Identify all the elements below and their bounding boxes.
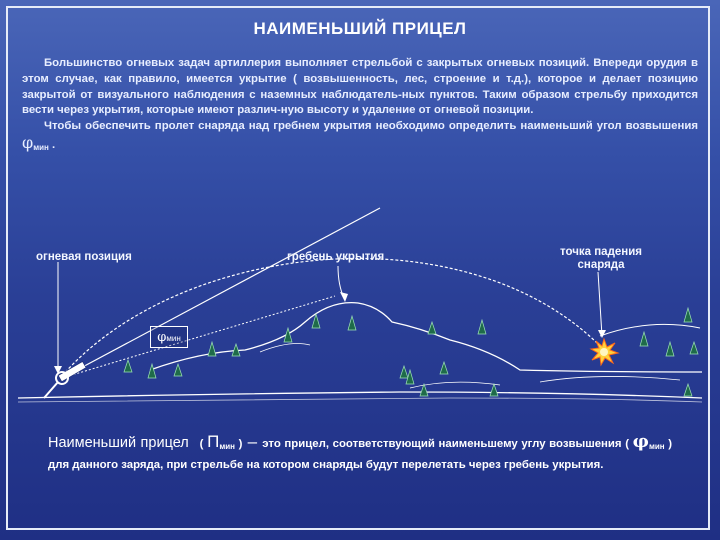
tree-icon [148,364,156,378]
phi-subscript: мин [33,142,49,152]
intro-paragraph-2-text: Чтобы обеспечить пролет снаряда над гребнем укрытия необходимо определить наименьший угол возвышения [44,120,698,133]
tree-icon [208,342,216,356]
angle-symbol: φ [157,330,167,345]
definition-symbol-sub: мин [219,442,235,451]
intro-paragraph-1: Большинство огневых задач артиллерия выполняет стрельбой с закрытых огневых позиций. Впереди орудия в этом случае, как правило, имеется укрытие ( возвышенность, лес, строение и т.д.), которое и делает позицию закрытой от визуального наблюдения с наземных наблюдатель-ных пунктов. Таким образом стрельбу приходится вести через укрытия, которые имеют различ-ную высоту и удаление от огневой позиции. [22,57,698,117]
definition-paren-close: ) [238,438,243,450]
tree-icon [428,322,436,334]
definition-term: Наименьший прицел [48,435,189,451]
definition-text [48,432,672,475]
tree-icon [490,384,498,396]
tree-icon [124,360,132,372]
angle-label [150,326,188,348]
label-impact-point: точка падения снаряда [559,246,642,271]
ridge-detail [260,344,310,352]
tree-icon [640,332,648,346]
rear-hill-outline [600,324,700,336]
ground-line [18,392,702,398]
definition-text-2: ) для данного заряда, при стрельбе на котором снаряды будут перелетать через гребень укрытия. [48,438,673,471]
phi-symbol: φ [22,132,34,152]
pointer-crest-head [340,292,348,302]
label-fire-position: огневая позиция [36,251,132,263]
definition-symbol: П [207,432,220,451]
tree-icon [348,316,356,330]
gun-icon [54,360,88,386]
cover-hill-outline [150,303,702,372]
tree-icon [684,308,692,322]
slide-title: НАИМЕНЬШИЙ ПРИЦЕЛ [253,19,467,38]
angle-subscript: мин [166,334,181,343]
definition-phi: φ [632,431,649,452]
tree-icon [400,366,408,378]
definition-phi-sub: мин [648,442,665,451]
pointer-impact [598,272,602,336]
elevation-line [62,296,335,378]
tree-icon [690,342,698,354]
tree-icon [666,342,674,356]
trajectory-arc [62,258,604,376]
label-crest: гребень укрытия [287,251,385,263]
tree-icon [440,362,448,374]
tree-icon [684,384,692,396]
definition-dash: – [242,432,263,451]
definition-text-1: это прицел, соответствующий наименьшему углу возвышения ( [262,438,629,450]
tree-icon [174,364,182,376]
gun-trail [44,382,58,398]
intro-paragraph-2-end: . [48,138,56,151]
tree-icon [478,320,486,334]
ridge-detail-3 [540,376,680,382]
ground-line-2 [18,398,702,402]
explosion-icon [591,339,618,365]
definition-paren-open: ( [199,438,204,450]
